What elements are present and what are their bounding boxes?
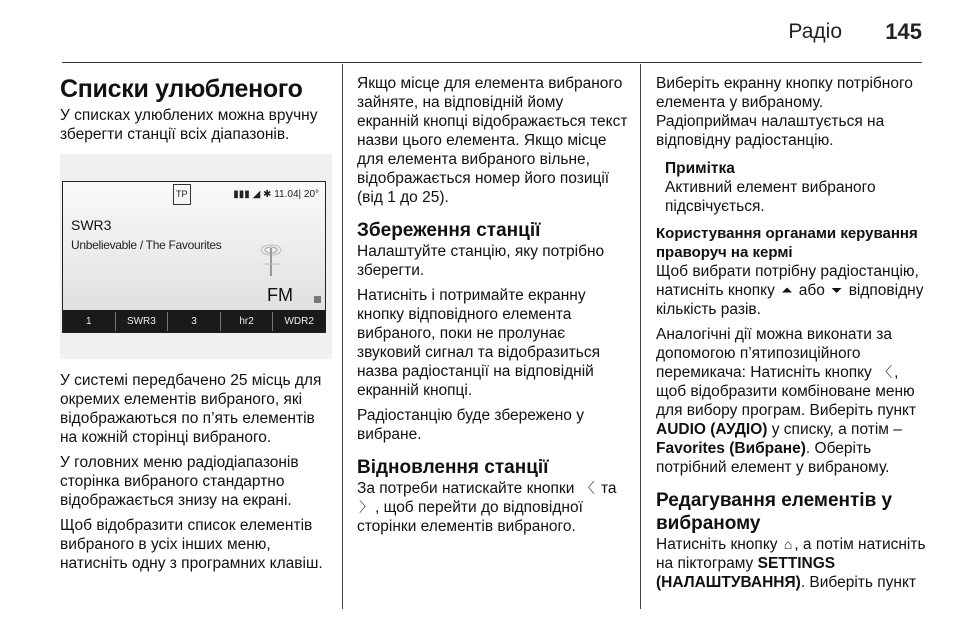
paragraph: Радіостанцію буде збережено у вибране. — [357, 407, 584, 443]
paragraph — [656, 535, 926, 592]
text-run: Натисніть кнопку — [656, 536, 778, 553]
band-label: FM — [267, 285, 293, 305]
antenna-icon — [259, 240, 283, 278]
note-title: Примітка — [665, 160, 735, 177]
text-run: Щоб вибрати потрібну радіостанцію, натисніть кнопку — [656, 263, 919, 299]
note-text: Активний елемент вибраного підсвічується. — [665, 179, 876, 215]
chevron-left-icon: 〈 — [878, 364, 893, 380]
preset-button[interactable]: 1 — [63, 312, 116, 331]
header-title: Радіо — [788, 20, 842, 43]
menu-item-settings: SETTINGS (НАЛАШТУВАННЯ) — [656, 555, 836, 591]
preset-button[interactable]: SWR3 — [116, 312, 169, 331]
preset-bar — [63, 310, 325, 332]
signal-icon: ▮▮▮ ◢ ✱ — [233, 189, 275, 200]
station-name: SWR3 — [71, 217, 112, 233]
paragraph — [656, 262, 926, 319]
paragraph: Щоб відобразити список елементів вибраного в усіх інших меню, натисніть одну з програмних клавіш. — [60, 517, 323, 572]
arrow-down-icon: ⏷ — [831, 282, 843, 298]
text-run: , а потім натисніть на піктограму — [656, 536, 926, 572]
text-run: За потреби натискайте кнопки — [357, 480, 575, 497]
preset-button[interactable]: WDR2 — [284, 315, 314, 327]
paragraph: Радіоприймач налаштується на відповідну радіостанцію. — [656, 113, 885, 149]
section-heading-steering-controls: Користування органами керування праворуч на кермі — [656, 225, 918, 261]
chevron-left-icon: 〈 — [580, 480, 595, 496]
column-3 — [656, 74, 926, 598]
column-divider — [640, 64, 641, 609]
menu-item-favorites: Favorites (Вибране) — [656, 440, 806, 457]
section-heading-edit-favourites: Редагування елементів у вибраному — [656, 490, 893, 534]
text-run: у списку, а потім – — [771, 421, 902, 438]
text-run: . Виберіть пункт — [800, 574, 917, 591]
column-2 — [357, 74, 629, 542]
home-icon: ⌂ — [783, 536, 793, 552]
column-1 — [60, 74, 332, 579]
page-number: 145 — [885, 19, 922, 44]
section-heading-save-station: Збереження станції — [357, 220, 541, 241]
paragraph — [656, 325, 926, 477]
menu-item-audio: AUDIO (АУДІО) — [656, 421, 768, 438]
status-text: 11.04| 20° — [274, 189, 319, 200]
section-heading-favourites: Списки улюбленого — [60, 75, 303, 103]
radio-screen — [62, 181, 326, 333]
text-run: , щоб відобразити комбіноване меню для вибору програм. Виберіть пункт — [656, 364, 917, 419]
scroll-indicator — [314, 296, 321, 303]
text-run: та — [601, 480, 617, 497]
screen-illustration — [60, 154, 332, 359]
header-rule — [62, 62, 922, 63]
status-bar — [233, 185, 319, 204]
preset-button[interactable]: 3 — [168, 312, 221, 331]
text-run: . Оберіть потрібний елемент у вибраному. — [656, 440, 890, 476]
paragraph: Виберіть екранну кнопку потрібного елемента у вибраному. — [656, 75, 913, 111]
text-run: або — [798, 282, 825, 299]
text-run: відповідну кількість разів. — [656, 282, 924, 318]
tp-indicator: TP — [173, 184, 191, 205]
paragraph: Натисніть і потримайте екранну кнопку відповідного елемента вибраного, поки не пролунає звуковий сигнал та відобразиться назва радіостанції на відповідній екранній кнопці. — [357, 287, 600, 399]
paragraph — [357, 479, 629, 536]
chevron-right-icon: 〉 — [359, 499, 373, 515]
section-heading-restore-station: Відновлення станції — [357, 457, 549, 478]
paragraph: У головних меню радіодіапазонів сторінка вибраного стандартно відображається знизу на екрані. — [60, 454, 299, 509]
page-header — [0, 0, 960, 62]
text-run: , щоб перейти до відповідної сторінки елементів вибраного. — [357, 499, 583, 535]
column-divider — [342, 64, 343, 609]
paragraph: У системі передбачено 25 місць для окремих елементів вибраного, які відображаються по п’ять елементів на кожній сторінці вибраного. — [60, 372, 322, 446]
paragraph: У списках улюблених можна вручну зберегти станції всіх діапазонів. — [60, 107, 318, 143]
text-run: Аналогічні дії можна виконати за допомогою п’ятипозиційного перемикача: Натисніть кнопку — [656, 326, 892, 381]
preset-button[interactable]: hr2 — [221, 312, 274, 331]
arrow-up-icon: ⏶ — [781, 282, 793, 298]
song-title: Unbelievable / The Favourites — [71, 238, 222, 252]
paragraph: Налаштуйте станцію, яку потрібно зберегти. — [357, 243, 605, 279]
note-box — [665, 159, 926, 216]
paragraph: Якщо місце для елемента вибраного зайняте, на відповідній йому екранній кнопці відображається текст назви цього елемента. Якщо місце для елемента вибраного вільне, відображається номер його позиції (від 1 до 25). — [357, 75, 628, 206]
